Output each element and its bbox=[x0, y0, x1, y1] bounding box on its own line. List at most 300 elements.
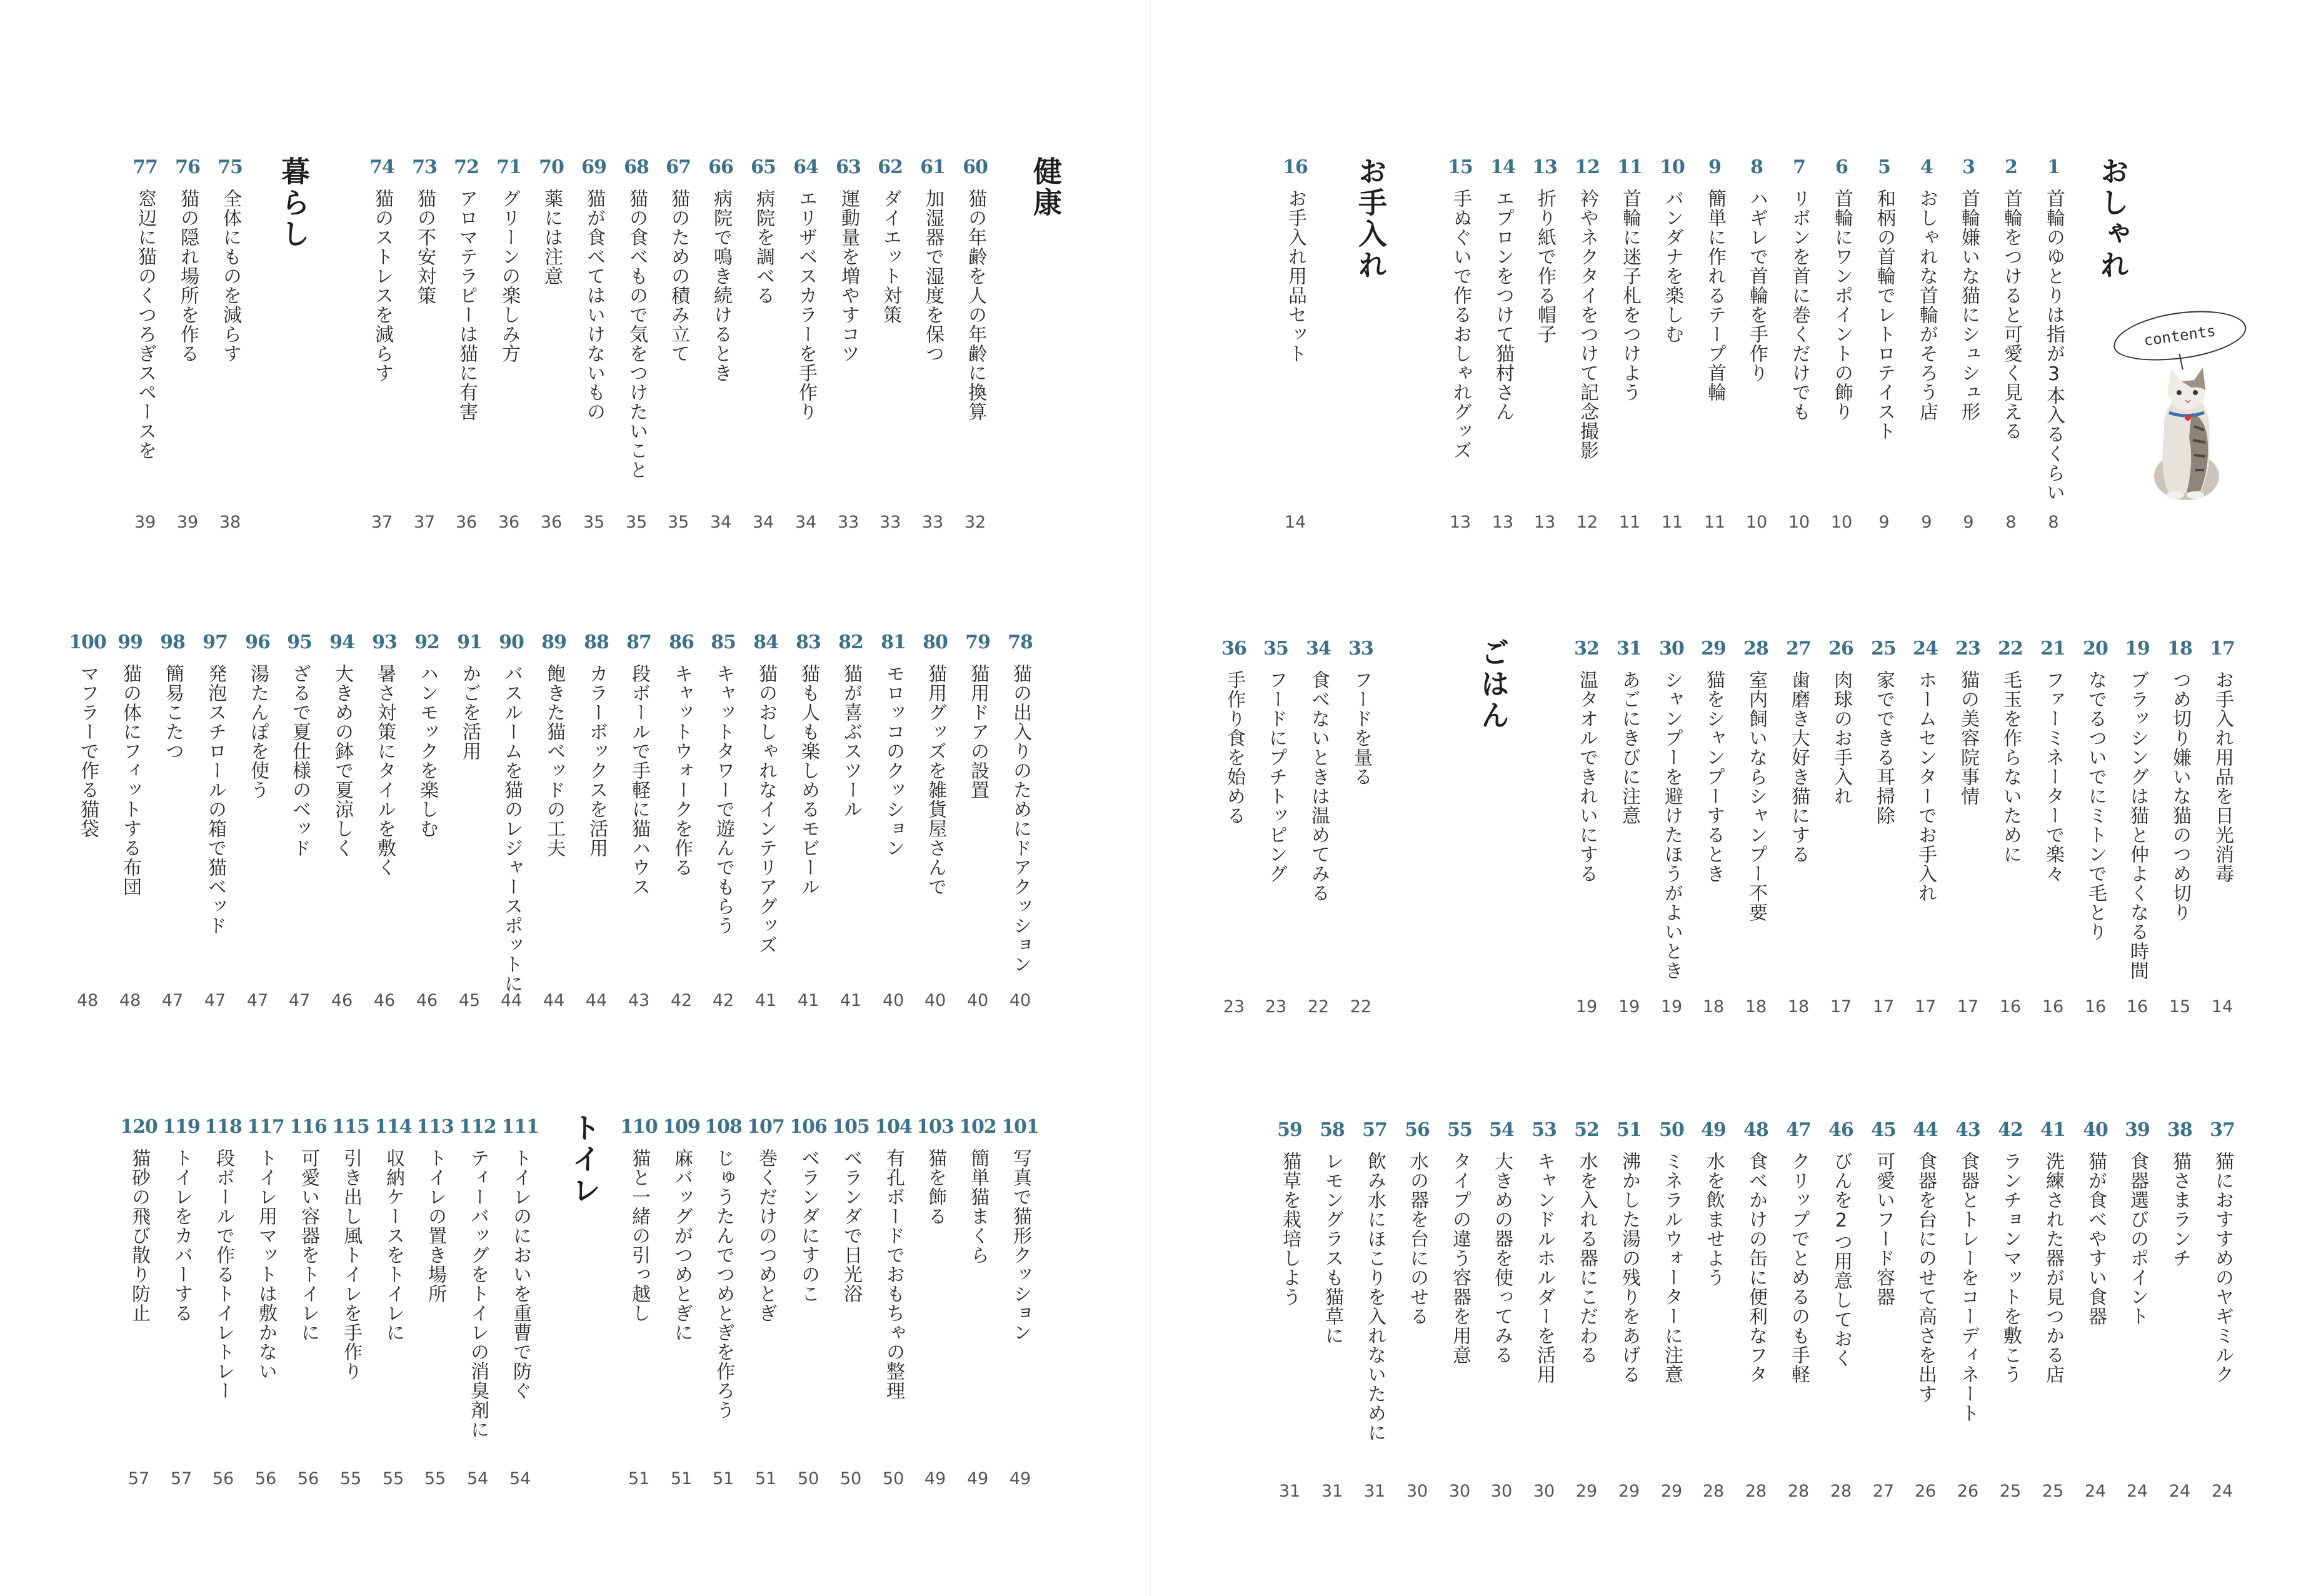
toc-entry-number: 25 bbox=[1871, 638, 1896, 660]
toc-entry-page: 39 bbox=[134, 513, 156, 532]
toc-entry-page: 24 bbox=[2126, 1482, 2148, 1501]
toc-entry-title: 手ぬぐいで作るおしゃれグッズ bbox=[1450, 189, 1471, 460]
toc-entry-number: 104 bbox=[875, 1116, 912, 1138]
toc-entry-number: 95 bbox=[287, 631, 312, 653]
toc-entry bbox=[1778, 638, 1818, 1022]
toc-entry-number: 64 bbox=[793, 156, 818, 178]
toc-entry-page: 36 bbox=[540, 513, 563, 532]
toc-entry bbox=[373, 1116, 413, 1494]
toc-entry-number: 91 bbox=[457, 631, 482, 653]
toc-entry-title: 有孔ボードでおもちゃの整理 bbox=[883, 1148, 905, 1400]
toc-entry bbox=[119, 1116, 159, 1494]
toc-entry-title: 首輪をつけると可愛く見える bbox=[2000, 189, 2022, 441]
toc-entry bbox=[703, 631, 743, 1016]
toc-entry-page: 25 bbox=[1999, 1482, 2022, 1501]
toc-entry bbox=[364, 631, 404, 1016]
toc-entry-title: 猫を飾る bbox=[925, 1148, 946, 1226]
toc-entry-number: 41 bbox=[2040, 1119, 2065, 1141]
toc-entry-number: 85 bbox=[711, 631, 736, 653]
toc-entry-page: 18 bbox=[1787, 997, 1810, 1016]
toc-entry-page: 34 bbox=[709, 513, 732, 532]
toc-entry-title: 大きめの鉢で夏涼しく bbox=[331, 664, 353, 858]
toc-entry bbox=[915, 631, 955, 1016]
toc-entry-number: 43 bbox=[1955, 1119, 1980, 1141]
toc-entry bbox=[746, 631, 786, 1016]
toc-entry-title: キャットタワーで遊んでもらう bbox=[713, 664, 734, 935]
toc-entry-number: 88 bbox=[584, 631, 609, 653]
toc-entry-title: 飽きた猫ベッドの工夫 bbox=[543, 664, 565, 858]
toc-entry-number: 89 bbox=[541, 631, 566, 653]
toc-entry bbox=[1863, 1119, 1903, 1507]
toc-entry-page: 10 bbox=[1745, 513, 1768, 532]
toc-entry-title: ハギレで首輪を手作り bbox=[1746, 189, 1768, 383]
toc-entry bbox=[1693, 1119, 1733, 1507]
toc-entry-number: 58 bbox=[1320, 1119, 1345, 1141]
toc-entry-page: 25 bbox=[2042, 1482, 2064, 1501]
toc-entry-title: 運動量を増やすコツ bbox=[838, 189, 860, 363]
cat-photo-icon bbox=[2107, 313, 2250, 506]
toc-entry bbox=[1275, 156, 1315, 538]
toc-entry-page: 51 bbox=[754, 1469, 777, 1488]
toc-entry-page: 35 bbox=[667, 513, 689, 532]
toc-entry-title: 可愛いフード容器 bbox=[1873, 1152, 1895, 1307]
toc-entry bbox=[1567, 638, 1607, 1022]
toc-entry bbox=[2202, 638, 2242, 1022]
toc-entry-number: 100 bbox=[69, 631, 106, 653]
toc-entry-page: 47 bbox=[204, 991, 226, 1010]
toc-entry-number: 24 bbox=[1913, 638, 1938, 660]
toc-entry-page: 31 bbox=[1321, 1482, 1343, 1501]
toc-entry bbox=[1737, 156, 1777, 538]
toc-entry-title: 大きめの器を使ってみる bbox=[1491, 1152, 1513, 1365]
toc-entry bbox=[1000, 631, 1040, 1016]
toc-entry-page: 14 bbox=[2211, 997, 2233, 1016]
toc-entry bbox=[1610, 156, 1650, 538]
toc-entry-number: 114 bbox=[374, 1116, 412, 1138]
toc-entry bbox=[1863, 638, 1903, 1022]
toc-entry-page: 17 bbox=[1830, 997, 1852, 1016]
toc-entry-title: 水を飲ませよう bbox=[1703, 1152, 1725, 1287]
toc-entry-title: 食べかけの缶に便利なフタ bbox=[1745, 1152, 1767, 1384]
toc-entry-title: 病院を調べる bbox=[753, 189, 775, 305]
toc-entry-page: 16 bbox=[2126, 997, 2148, 1016]
toc-entry-page: 54 bbox=[466, 1469, 489, 1488]
toc-entry-title: 歯磨き大好き猫にする bbox=[1788, 670, 1810, 864]
toc-entry-number: 86 bbox=[669, 631, 694, 653]
toc-entry bbox=[404, 156, 444, 538]
toc-entry-page: 28 bbox=[1830, 1482, 1852, 1501]
toc-entry bbox=[1905, 1119, 1945, 1507]
toc-entry-title: ファーミネーターで楽々 bbox=[2042, 670, 2064, 883]
toc-entry-title: モロッコのクッション bbox=[883, 664, 905, 858]
toc-entry-page: 30 bbox=[1406, 1482, 1428, 1501]
toc-entry-title: ベランダで日光浴 bbox=[840, 1148, 862, 1303]
toc-entry-page: 19 bbox=[1575, 997, 1598, 1016]
toc-entry-title: あごにきびに注意 bbox=[1618, 670, 1640, 825]
toc-entry bbox=[1567, 1119, 1607, 1507]
toc-entry-title: 洗練された器が見つかる店 bbox=[2042, 1152, 2064, 1384]
toc-entry bbox=[449, 631, 489, 1016]
toc-entry-page: 39 bbox=[176, 513, 199, 532]
toc-entry-title: 折り紙で作る帽子 bbox=[1534, 189, 1556, 344]
toc-entry-page: 23 bbox=[1265, 997, 1287, 1016]
toc-entry-number: 10 bbox=[1660, 156, 1685, 178]
toc-entry-number: 7 bbox=[1793, 156, 1805, 178]
toc-entry-page: 30 bbox=[1533, 1482, 1555, 1501]
section-heading-oteire: お手入れ bbox=[1354, 156, 1388, 281]
toc-entry-title: 薬には注意 bbox=[541, 189, 563, 286]
toc-entry-number: 29 bbox=[1701, 638, 1726, 660]
toc-entry-page: 13 bbox=[1449, 513, 1471, 532]
toc-entry-title: 温タオルできれいにする bbox=[1576, 670, 1598, 883]
toc-entry-page: 9 bbox=[1878, 513, 1890, 532]
page-gutter bbox=[1150, 0, 1151, 1596]
toc-entry bbox=[2075, 638, 2115, 1022]
toc-entry-page: 35 bbox=[583, 513, 605, 532]
toc-entry-page: 55 bbox=[382, 1469, 404, 1488]
toc-entry-title: ミネラルウォーターに注意 bbox=[1661, 1152, 1683, 1384]
toc-entry bbox=[958, 1116, 998, 1494]
toc-entry-page: 11 bbox=[1618, 513, 1641, 532]
toc-entry-page: 50 bbox=[797, 1469, 820, 1488]
toc-entry-title: 猫の体にフィットする布団 bbox=[119, 664, 141, 896]
toc-entry-page: 17 bbox=[1914, 997, 1937, 1016]
toc-entry-page: 49 bbox=[966, 1469, 989, 1488]
toc-entry bbox=[1256, 638, 1296, 1022]
toc-entry-title: 猫におすすめのヤギミルク bbox=[2212, 1152, 2233, 1384]
toc-entry bbox=[1355, 1119, 1395, 1507]
toc-entry bbox=[658, 156, 698, 538]
toc-entry-number: 72 bbox=[454, 156, 479, 178]
toc-entry-title: バンダナを楽しむ bbox=[1662, 189, 1683, 344]
toc-entry-page: 56 bbox=[212, 1469, 234, 1488]
toc-entry-page: 29 bbox=[1660, 1482, 1683, 1501]
toc-entry-page: 55 bbox=[424, 1469, 446, 1488]
toc-entry-number: 39 bbox=[2125, 1119, 2150, 1141]
toc-entry-title: 猫が食べてはいけないもの bbox=[583, 189, 605, 421]
toc-entry-title: なでるついでにミトンで毛とり bbox=[2085, 670, 2107, 941]
toc-entry bbox=[1652, 156, 1692, 538]
toc-entry-title: 簡易こたつ bbox=[162, 664, 184, 761]
toc-entry-title: ざるで夏仕様のベッド bbox=[289, 664, 311, 858]
toc-entry-number: 54 bbox=[1489, 1119, 1514, 1141]
toc-entry-number: 67 bbox=[666, 156, 691, 178]
toc-entry bbox=[2160, 638, 2200, 1022]
toc-entry-number: 111 bbox=[501, 1116, 539, 1138]
toc-entry-title: トイレ用マットは敷かない bbox=[255, 1148, 277, 1381]
toc-entry-page: 37 bbox=[371, 513, 393, 532]
toc-entry bbox=[1298, 638, 1338, 1022]
toc-entry-number: 57 bbox=[1362, 1119, 1387, 1141]
toc-entry-title: 和柄の首輪でレトロテイスト bbox=[1873, 189, 1895, 441]
toc-entry-title: 簡単に作れるテープ首輪 bbox=[1704, 189, 1726, 402]
toc-entry-number: 117 bbox=[247, 1116, 284, 1138]
toc-entry-title: 猫と一緒の引っ越し bbox=[628, 1148, 650, 1323]
toc-entry-number: 9 bbox=[1708, 156, 1721, 178]
toc-entry bbox=[1525, 156, 1565, 538]
section-heading-toire: トイレ bbox=[568, 1113, 601, 1207]
toc-entry bbox=[362, 156, 402, 538]
toc-entry bbox=[238, 631, 278, 1016]
toc-entry-title: 首輪にワンポイントの飾り bbox=[1831, 189, 1853, 421]
toc-entry-number: 37 bbox=[2210, 1119, 2235, 1141]
toc-entry-page: 57 bbox=[170, 1469, 193, 1488]
toc-entry-page: 22 bbox=[1307, 997, 1330, 1016]
toc-entry-title: 猫の年齢を人の年齢に換算 bbox=[965, 189, 986, 421]
toc-entry-title: アロマテラピーは猫に有害 bbox=[456, 189, 478, 421]
toc-entry-title: 段ボールで作るトイレトレー bbox=[213, 1148, 234, 1400]
toc-entry-page: 48 bbox=[119, 991, 141, 1010]
toc-entry-page: 44 bbox=[585, 991, 608, 1010]
toc-entry-title: ホームセンターでお手入れ bbox=[1915, 670, 1937, 903]
toc-entry-title: つめ切り嫌いな猫のつめ切り bbox=[2169, 670, 2191, 922]
toc-entry bbox=[1652, 638, 1692, 1022]
toc-entry-page: 23 bbox=[1223, 997, 1245, 1016]
toc-entry-number: 36 bbox=[1221, 638, 1246, 660]
toc-entry bbox=[616, 156, 656, 538]
toc-entry-number: 102 bbox=[959, 1116, 996, 1138]
toc-entry-title: 猫用ドアの設置 bbox=[967, 664, 989, 800]
toc-entry-page: 24 bbox=[2168, 1482, 2191, 1501]
toc-entry-number: 73 bbox=[412, 156, 437, 178]
toc-entry-number: 45 bbox=[1871, 1119, 1896, 1141]
toc-entry bbox=[407, 631, 447, 1016]
toc-entry bbox=[2117, 1119, 2157, 1507]
toc-entry-number: 42 bbox=[1998, 1119, 2023, 1141]
toc-entry bbox=[203, 1116, 243, 1494]
toc-entry-page: 10 bbox=[1830, 513, 1853, 532]
toc-entry-page: 16 bbox=[2042, 997, 2064, 1016]
toc-entry-number: 3 bbox=[1962, 156, 1975, 178]
toc-entry bbox=[958, 631, 998, 1016]
toc-entry-page: 51 bbox=[712, 1469, 734, 1488]
toc-entry-number: 107 bbox=[747, 1116, 785, 1138]
toc-entry-page: 11 bbox=[1661, 513, 1683, 532]
toc-entry-number: 23 bbox=[1955, 638, 1980, 660]
toc-entry-number: 120 bbox=[120, 1116, 158, 1138]
toc-entry-page: 19 bbox=[1618, 997, 1640, 1016]
toc-entry-number: 116 bbox=[289, 1116, 327, 1138]
toc-entry-page: 13 bbox=[1491, 513, 1514, 532]
toc-entry-page: 8 bbox=[2005, 513, 2017, 532]
toc-entry-title: 飲み水にほこりを入れないために bbox=[1364, 1152, 1386, 1442]
toc-entry bbox=[1821, 1119, 1861, 1507]
toc-entry bbox=[1864, 156, 1904, 538]
toc-entry-page: 50 bbox=[840, 1469, 862, 1488]
toc-entry-title: じゅうたんでつめとぎを作ろう bbox=[713, 1148, 734, 1420]
toc-entry-number: 38 bbox=[2167, 1119, 2192, 1141]
toc-entry-number: 93 bbox=[372, 631, 397, 653]
toc-entry-title: 引き出し風トイレを手作り bbox=[340, 1148, 362, 1381]
toc-entry-page: 40 bbox=[924, 991, 946, 1010]
toc-entry-number: 40 bbox=[2083, 1119, 2108, 1141]
toc-entry-title: びんを2つ用意しておく bbox=[1830, 1152, 1852, 1368]
toc-entry-number: 84 bbox=[753, 631, 778, 653]
toc-entry-page: 57 bbox=[128, 1469, 150, 1488]
contents-label: contents bbox=[2142, 322, 2217, 349]
toc-entry-title: 段ボールで手軽に猫ハウス bbox=[628, 664, 650, 896]
toc-entry bbox=[1524, 1119, 1564, 1507]
toc-entry-number: 90 bbox=[499, 631, 524, 653]
toc-entry bbox=[574, 156, 614, 538]
toc-entry bbox=[1440, 1119, 1480, 1507]
toc-entry-number: 112 bbox=[459, 1116, 496, 1138]
toc-entry-number: 32 bbox=[1574, 638, 1599, 660]
toc-entry bbox=[288, 1116, 328, 1494]
toc-entry bbox=[1948, 156, 1988, 538]
toc-entry-number: 77 bbox=[133, 156, 158, 178]
toc-entry bbox=[788, 631, 828, 1016]
toc-entry-page: 12 bbox=[1576, 513, 1598, 532]
toc-entry-page: 34 bbox=[752, 513, 775, 532]
toc-entry bbox=[1736, 638, 1776, 1022]
toc-entry bbox=[2033, 156, 2073, 538]
toc-entry bbox=[210, 156, 250, 538]
toc-entry bbox=[1736, 1119, 1776, 1507]
toc-entry bbox=[828, 156, 868, 538]
toc-entry bbox=[1907, 156, 1947, 538]
toc-entry bbox=[788, 1116, 828, 1494]
toc-entry bbox=[491, 631, 531, 1016]
toc-entry-title: カラーボックスを活用 bbox=[586, 664, 608, 858]
toc-entry bbox=[322, 631, 362, 1016]
toc-entry-page: 14 bbox=[1284, 513, 1306, 532]
toc-entry-number: 110 bbox=[620, 1116, 658, 1138]
toc-entry-title: 家でできる耳掃除 bbox=[1873, 670, 1895, 825]
toc-entry-title: キャットウォークを作る bbox=[671, 664, 693, 877]
toc-entry-title: 首輪嫌いな猫にシュシュ形 bbox=[1958, 189, 1980, 421]
toc-entry bbox=[915, 1116, 955, 1494]
toc-entry bbox=[458, 1116, 498, 1494]
toc-entry-page: 9 bbox=[1921, 513, 1932, 532]
toc-entry-title: 猫が喜ぶスツール bbox=[840, 664, 862, 819]
toc-entry-page: 47 bbox=[161, 991, 184, 1010]
toc-entry-title: タイプの違う容器を用意 bbox=[1449, 1152, 1471, 1365]
toc-entry bbox=[1440, 156, 1480, 538]
toc-entry-page: 49 bbox=[924, 1469, 946, 1488]
toc-entry-title: 手作り食を始める bbox=[1223, 670, 1245, 825]
toc-entry-number: 119 bbox=[163, 1116, 200, 1138]
toc-entry bbox=[110, 631, 150, 1016]
toc-entry-number: 35 bbox=[1263, 638, 1288, 660]
toc-entry bbox=[1948, 1119, 1988, 1507]
toc-entry-number: 79 bbox=[965, 631, 990, 653]
toc-entry-title: エプロンをつけて猫村さん bbox=[1492, 189, 1514, 421]
toc-entry-number: 50 bbox=[1659, 1119, 1684, 1141]
toc-entry bbox=[1779, 156, 1819, 538]
toc-entry-page: 9 bbox=[1963, 513, 1974, 532]
toc-entry-title: 沸かした湯の残りをあげる bbox=[1618, 1152, 1640, 1384]
toc-entry bbox=[1905, 638, 1945, 1022]
toc-entry-number: 49 bbox=[1701, 1119, 1726, 1141]
toc-entry bbox=[1214, 638, 1254, 1022]
toc-entry-title: ハンモックを楽しむ bbox=[416, 664, 438, 838]
toc-entry-page: 50 bbox=[882, 1469, 905, 1488]
toc-entry-title: 水を入れる器にこだわる bbox=[1576, 1152, 1598, 1365]
toc-entry-number: 113 bbox=[416, 1116, 454, 1138]
toc-entry-page: 40 bbox=[882, 991, 905, 1010]
toc-entry bbox=[1991, 156, 2031, 538]
toc-entry-title: レモングラスも猫草に bbox=[1321, 1152, 1343, 1345]
toc-entry-number: 51 bbox=[1617, 1119, 1642, 1141]
toc-entry-page: 27 bbox=[1872, 1482, 1895, 1501]
toc-entry-page: 46 bbox=[416, 991, 438, 1010]
toc-entry-title: 猫のための積み立て bbox=[668, 189, 689, 363]
toc-entry-title: 猫が食べやすい食器 bbox=[2085, 1152, 2107, 1326]
toc-entry-number: 71 bbox=[496, 156, 521, 178]
toc-entry-title: 猫さまランチ bbox=[2169, 1152, 2191, 1268]
toc-entry bbox=[489, 156, 529, 538]
toc-entry-number: 108 bbox=[704, 1116, 742, 1138]
toc-entry-title: 湯たんぽを使う bbox=[247, 664, 269, 800]
toc-entry bbox=[161, 1116, 201, 1494]
toc-entry-page: 22 bbox=[1350, 997, 1372, 1016]
toc-entry-title: 食器選びのポイント bbox=[2127, 1152, 2148, 1326]
toc-entry-number: 105 bbox=[832, 1116, 870, 1138]
toc-entry-title: 猫をシャンプーするとき bbox=[1703, 670, 1725, 883]
toc-entry-title: 猫の食べもので気をつけたいこと bbox=[626, 189, 648, 479]
toc-entry-page: 45 bbox=[458, 991, 481, 1010]
toc-entry bbox=[279, 631, 319, 1016]
toc-entry bbox=[1822, 156, 1862, 538]
toc-entry-title: クリップでとめるのも手軽 bbox=[1788, 1152, 1810, 1384]
toc-entry bbox=[955, 156, 995, 538]
toc-entry-number: 33 bbox=[1348, 638, 1373, 660]
toc-entry-number: 5 bbox=[1878, 156, 1890, 178]
toc-entry-page: 43 bbox=[628, 991, 650, 1010]
toc-entry-page: 41 bbox=[754, 991, 777, 1010]
toc-entry-number: 34 bbox=[1306, 638, 1331, 660]
toc-entry-number: 26 bbox=[1828, 638, 1853, 660]
toc-entry-title: 収納ケースをトイレに bbox=[383, 1148, 404, 1342]
toc-entry-number: 78 bbox=[1008, 631, 1033, 653]
toc-entry bbox=[619, 631, 659, 1016]
toc-entry-number: 118 bbox=[204, 1116, 242, 1138]
toc-entry-title: 室内飼いならシャンプー不要 bbox=[1745, 670, 1767, 922]
toc-entry-number: 87 bbox=[626, 631, 651, 653]
toc-entry bbox=[1483, 156, 1523, 538]
toc-entry-number: 61 bbox=[920, 156, 945, 178]
toc-entry bbox=[913, 156, 953, 538]
toc-entry-number: 11 bbox=[1617, 156, 1642, 178]
toc-entry-title: 巻くだけのつめとぎ bbox=[755, 1148, 777, 1323]
toc-entry-page: 11 bbox=[1703, 513, 1726, 532]
toc-entry-page: 47 bbox=[246, 991, 269, 1010]
toc-entry-title: マフラーで作る猫袋 bbox=[77, 664, 99, 838]
toc-entry bbox=[2075, 1119, 2115, 1507]
toc-entry bbox=[1609, 638, 1649, 1022]
toc-entry-page: 42 bbox=[670, 991, 693, 1010]
toc-entry-page: 36 bbox=[498, 513, 520, 532]
toc-entry-page: 33 bbox=[879, 513, 901, 532]
toc-entry bbox=[873, 1116, 913, 1494]
toc-entry-title: 猫の出入りのためにドアクッション bbox=[1010, 664, 1031, 974]
toc-entry bbox=[1778, 1119, 1818, 1507]
toc-entry-page: 49 bbox=[1009, 1469, 1031, 1488]
toc-entry bbox=[746, 1116, 786, 1494]
toc-entry bbox=[1990, 1119, 2030, 1507]
toc-entry-title: 写真で猫形クッション bbox=[1010, 1148, 1031, 1342]
toc-entry bbox=[703, 1116, 743, 1494]
toc-entry-title: 加湿器で湿度を保つ bbox=[922, 189, 944, 363]
toc-entry-number: 19 bbox=[2125, 638, 2150, 660]
toc-entry bbox=[1652, 1119, 1692, 1507]
toc-entry-page: 41 bbox=[840, 991, 862, 1010]
toc-entry-title: トイレの置き場所 bbox=[424, 1148, 446, 1303]
toc-entry-number: 94 bbox=[329, 631, 354, 653]
toc-entry-title: キャンドルホルダーを活用 bbox=[1533, 1152, 1555, 1384]
toc-entry-title: 可愛い容器をトイレに bbox=[298, 1148, 319, 1342]
